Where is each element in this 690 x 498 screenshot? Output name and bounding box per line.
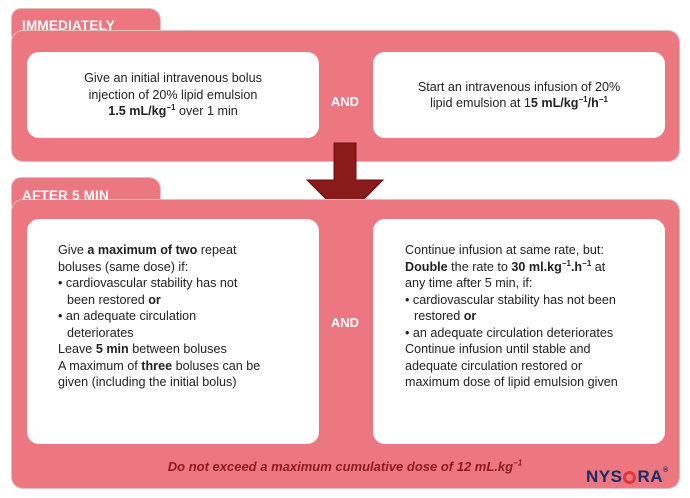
infusion-dose-exp1: −1 bbox=[578, 94, 588, 104]
rate-line-5: adequate circulation restored or bbox=[405, 358, 583, 373]
infusion-line-2-text: lipid emulsion at 1 bbox=[430, 96, 531, 110]
rate-bullet-1-cont: restored bbox=[414, 309, 464, 323]
repeat-line-3-b: 5 min bbox=[95, 342, 129, 356]
repeat-bullet-2-text: • an adequate circulation bbox=[58, 309, 197, 323]
bolus-dose-exp: −1 bbox=[166, 103, 176, 113]
repeat-bullet-1-or: or bbox=[148, 292, 161, 307]
repeat-line-3-c: between boluses bbox=[128, 342, 227, 356]
immediately-title: IMMEDIATELY bbox=[22, 18, 115, 33]
max-dose-warning-exp: −1 bbox=[513, 458, 523, 468]
and-connector-top: AND bbox=[330, 94, 360, 109]
rate-bullet-1-or: or bbox=[463, 309, 477, 323]
rate-line-1: Continue infusion at same rate, but: bbox=[405, 243, 604, 257]
rate-bullet-1 bbox=[405, 292, 657, 325]
repeat-bullet-1-cont: been restored bbox=[67, 292, 149, 307]
rate-dose: 30 ml.kg bbox=[511, 259, 562, 274]
repeat-line-1-c: repeat bbox=[197, 243, 237, 257]
infusion-dose-unit: /h bbox=[587, 96, 599, 110]
nysora-logo bbox=[586, 467, 669, 487]
bolus-dose-suffix: over 1 min bbox=[175, 104, 238, 119]
repeat-bolus-box bbox=[27, 219, 319, 444]
repeat-line-4-a: A maximum of bbox=[58, 358, 142, 373]
rate-line-2-mid: the rate to bbox=[447, 259, 512, 274]
bolus-dose: 1.5 mL/kg bbox=[108, 104, 167, 119]
infusion-dose-exp2: −1 bbox=[598, 94, 608, 104]
rate-line-3: any time after 5 min, if: bbox=[405, 276, 533, 290]
repeat-line-2: boluses (same dose) if: bbox=[58, 259, 189, 274]
infusion-line-1: Start an intravenous infusion of 20% bbox=[417, 79, 621, 94]
logo-registered: ® bbox=[663, 467, 669, 474]
rate-line-2-post: at bbox=[591, 259, 606, 274]
and-connector-bottom: AND bbox=[330, 315, 360, 330]
bolus-line-2: injection of 20% lipid emulsion bbox=[88, 87, 258, 102]
max-dose-warning-text: Do not exceed a maximum cumulative dose of 12 mL.kg bbox=[167, 459, 514, 474]
bolus-line-1: Give an initial intravenous bolus bbox=[84, 71, 262, 86]
repeat-bullet-2 bbox=[58, 308, 307, 341]
repeat-line-4-c: boluses can be bbox=[172, 358, 261, 373]
rate-double: Double bbox=[405, 259, 448, 274]
rate-bullet-2: • an adequate circulation deteriorates bbox=[405, 325, 614, 340]
rate-line-2 bbox=[405, 259, 657, 276]
repeat-line-3-a: Leave bbox=[58, 342, 96, 356]
logo-ring-icon bbox=[623, 471, 636, 484]
repeat-bullet-1-text: • cardiovascular stability has not bbox=[58, 276, 238, 290]
rate-dose-unit: .h bbox=[570, 259, 583, 274]
double-rate-box bbox=[373, 219, 665, 444]
repeat-line-5: given (including the initial bolus) bbox=[58, 375, 237, 389]
logo-text-a: NYS bbox=[586, 467, 623, 486]
repeat-line-4 bbox=[58, 358, 307, 375]
after-title: AFTER 5 MIN bbox=[22, 188, 109, 203]
repeat-bullet-2-cont: deteriorates bbox=[67, 325, 134, 340]
repeat-bullet-1 bbox=[58, 275, 307, 308]
repeat-line-4-b: three bbox=[141, 358, 173, 373]
rate-line-6: maximum dose of lipid emulsion given bbox=[405, 375, 618, 389]
repeat-line-1-a: Give bbox=[58, 243, 88, 257]
rate-bullet-1-text: • cardiovascular stability has not been bbox=[405, 292, 616, 307]
logo-text-b: RA bbox=[637, 467, 664, 486]
infusion-dose: 5 mL/kg bbox=[530, 96, 579, 110]
repeat-line-1 bbox=[58, 242, 307, 259]
repeat-line-1-b: a maximum of two bbox=[87, 243, 198, 257]
rate-line-4: Continue infusion until stable and bbox=[405, 342, 591, 356]
repeat-line-3 bbox=[58, 341, 307, 358]
rate-dose-exp1: −1 bbox=[561, 258, 571, 268]
rate-dose-exp2: −1 bbox=[582, 258, 592, 268]
